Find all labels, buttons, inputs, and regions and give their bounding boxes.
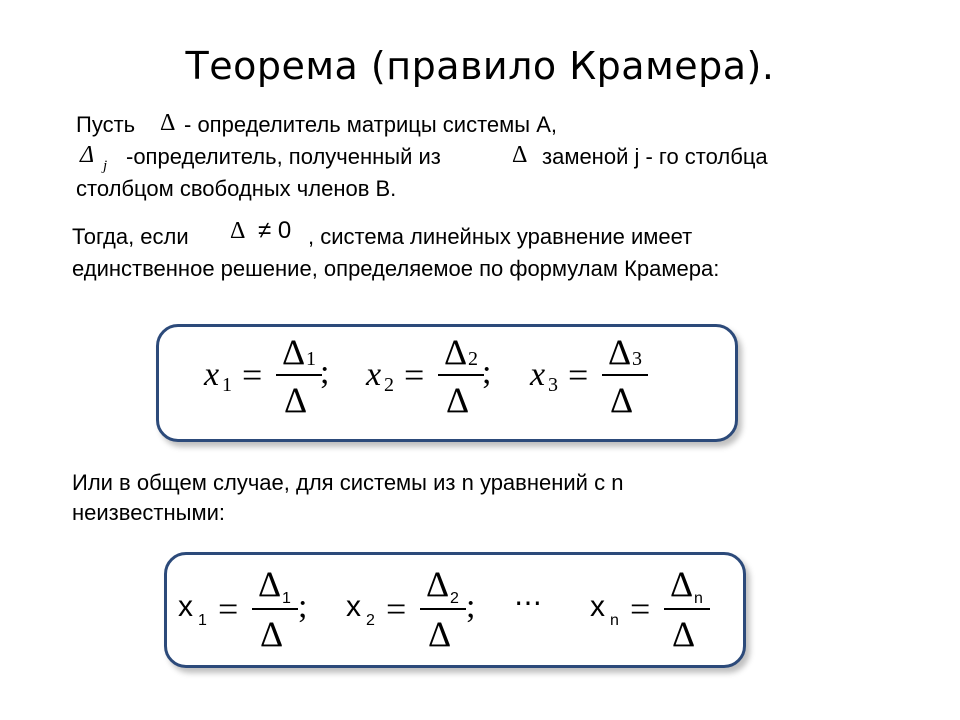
delta-symbol-3: Δ xyxy=(230,218,246,244)
formula1-var: x xyxy=(530,356,546,393)
formula2-numerator-subscript: n xyxy=(694,590,703,607)
formula2-numerator-subscript: 1 xyxy=(282,590,291,607)
formula2-equals: = xyxy=(218,589,239,629)
formula1-denominator: Δ xyxy=(284,380,308,420)
formula2-numerator-subscript: 2 xyxy=(450,590,459,607)
page-title: Теорема (правило Крамера). xyxy=(185,44,775,88)
formula1-separator: ; xyxy=(320,354,330,391)
ellipsis: ⋯ xyxy=(514,588,542,619)
formula1-var-subscript: 2 xyxy=(384,374,394,396)
formula1-numerator-subscript: 1 xyxy=(306,348,316,370)
formula2-var: x xyxy=(590,590,605,623)
general-formula-box xyxy=(164,552,746,668)
intro-line2b: заменой j - го столбца xyxy=(542,144,768,169)
formula1-numerator: Δ xyxy=(608,332,632,372)
formula2-var-subscript: 1 xyxy=(198,612,207,629)
intro-pust: Пусть xyxy=(76,112,136,137)
formula2-equals: = xyxy=(386,589,407,629)
formula1-numerator: Δ xyxy=(444,332,468,372)
formula2-fraction-bar xyxy=(420,608,466,610)
condition-togda: Тогда, если xyxy=(72,224,189,249)
formula2-var-subscript: 2 xyxy=(366,612,375,629)
general-line2: неизвестными: xyxy=(72,500,226,525)
formula2-denominator: Δ xyxy=(672,614,696,654)
formula1-equals: = xyxy=(568,355,589,395)
formula1-var-subscript: 1 xyxy=(222,374,232,396)
formula2-equals: = xyxy=(630,589,651,629)
formula2-numerator: Δ xyxy=(258,564,282,604)
formula1-var: x xyxy=(204,356,220,393)
formula2-var: x xyxy=(178,590,193,623)
delta-j-subscript: j xyxy=(103,158,108,174)
intro-line2a: -определитель, полученный из xyxy=(126,144,441,169)
formula1-separator: ; xyxy=(482,354,492,391)
formula1-var-subscript: 3 xyxy=(548,374,558,396)
formula2-separator: ; xyxy=(298,588,308,625)
formula1-equals: = xyxy=(404,355,425,395)
formula1-var: x xyxy=(366,356,382,393)
formula2-denominator: Δ xyxy=(428,614,452,654)
formula1-numerator: Δ xyxy=(282,332,306,372)
formula2-fraction-bar xyxy=(252,608,298,610)
formula1-fraction-bar xyxy=(438,374,484,376)
formula2-denominator: Δ xyxy=(260,614,284,654)
delta-symbol-2: Δ xyxy=(512,142,528,168)
condition-line2: единственное решение, определяемое по формулам Крамера: xyxy=(72,256,720,281)
formula1-equals: = xyxy=(242,355,263,395)
intro-line1: - определитель матрицы системы А, xyxy=(184,112,557,137)
formula2-separator: ; xyxy=(466,588,476,625)
formula2-numerator: Δ xyxy=(426,564,450,604)
formula1-fraction-bar xyxy=(602,374,648,376)
formula2-numerator: Δ xyxy=(670,564,694,604)
formula1-fraction-bar xyxy=(276,374,322,376)
formula2-var-subscript: n xyxy=(610,612,619,629)
delta-j-symbol: Δ xyxy=(80,142,95,168)
formula1-denominator: Δ xyxy=(446,380,470,420)
condition-line1: , система линейных уравнение имеет xyxy=(308,224,693,249)
formula1-denominator: Δ xyxy=(610,380,634,420)
formula2-fraction-bar xyxy=(664,608,710,610)
formula1-numerator-subscript: 3 xyxy=(632,348,642,370)
formula2-var: x xyxy=(346,590,361,623)
intro-line3: столбцом свободных членов В. xyxy=(76,176,397,201)
delta-symbol: Δ xyxy=(160,110,176,136)
neq-zero: ≠ 0 xyxy=(258,217,292,244)
formula1-numerator-subscript: 2 xyxy=(468,348,478,370)
general-line1: Или в общем случае, для системы из n уравнений с n xyxy=(72,470,624,495)
